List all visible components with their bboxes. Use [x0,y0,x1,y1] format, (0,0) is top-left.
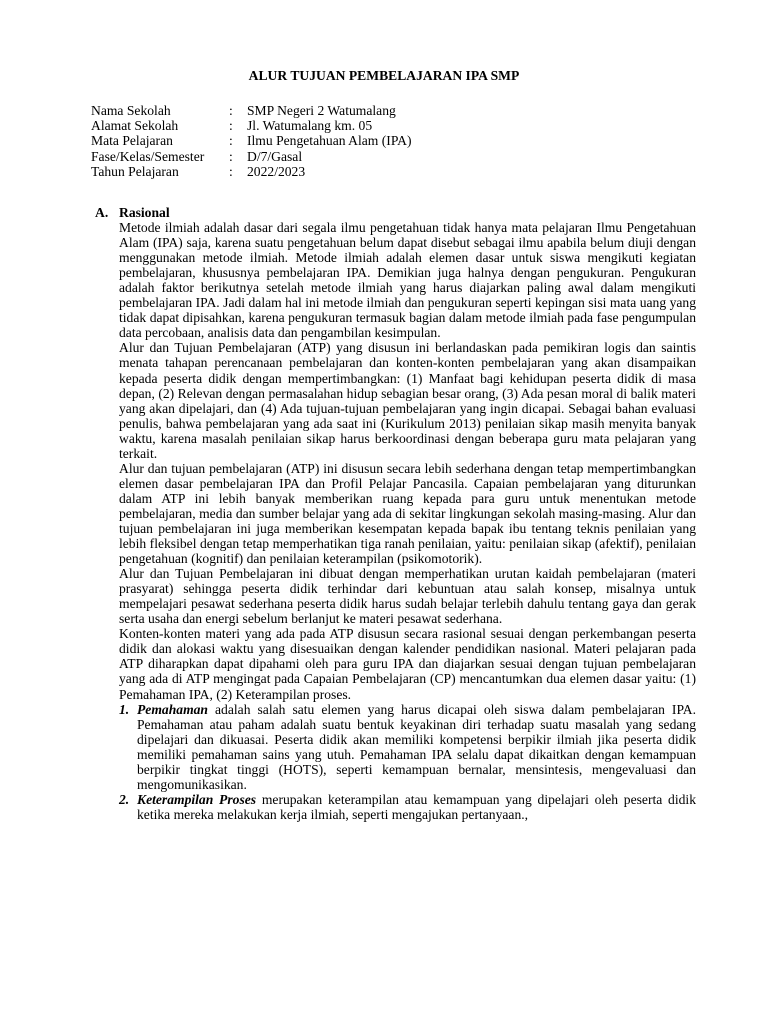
identity-label: Nama Sekolah [91,103,171,118]
paragraph-scientific-method: Metode ilmiah adalah dasar dari segala ilmu pengetahuan tidak hanya mata pelajaran Ilmu Pengetahuan Alam (IPA) saja, karena suatu pengetahuan belum dapat disebut sebagai ilmu apabila belum diuji dengan menggunakan metode ilmiah. Metode ilmiah adalah elemen dasar untuk siswa mengikuti kegiatan pembelajaran, khususnya pembelajaran IPA. Demikian juga halnya dengan pengukuran. Pengukuran adalah faktor berikutnya setelah metode ilmiah yang harus diajarkan paling awal dalam mengikuti pembelajaran IPA. Jadi dalam hal ini metode ilmiah dan pengukuran seperti kepingan sisi mata uang yang tidak dapat dipisahkan, karena pengukuran termasuk bagian dalam metode ilmiah pada fase pengumpulan data percobaan, analisis data dan pengambilan kesimpulan. [119,220,696,341]
identity-row-phase-class-semester [91,149,412,164]
identity-row-school-address [91,118,412,133]
identity-label: Mata Pelajaran [91,133,173,149]
list-item-pemahaman [119,702,696,792]
list-item-text: adalah salah satu elemen yang harus dicapai oleh siswa dalam pembelajaran IPA. Pemahaman atau paham adalah suatu bentuk keyakinan diri terhadap suatu masalah yang sedang dipelajari dan dikuasai. Peserta didik akan memiliki kompetensi berpikir ilmiah jika peserta didik memiliki pemahaman sains yang utuh. Pemahaman IPA selalu dapat dikaitkan dengan kemampuan berpikir tingkat tinggi (HOTS), seperti kemampuan bernalar, mensintesis, mengevaluasi dan mengomunikasikan. [137,701,696,792]
school-identity-table [91,103,412,179]
identity-value: 2022/2023 [247,163,306,179]
section-letter: A. [95,205,109,220]
section-rasional [95,205,696,822]
paragraph-atp-simplified: Alur dan tujuan pembelajaran (ATP) ini disusun secara lebih sederhana dengan tetap mempertimbangkan elemen dasar pembelajaran IPA dan Profil Pelajar Pancasila. Capaian pembelajaran yang diturunkan dalam ATP ini lebih banyak memberikan ruang kepada para guru untuk menentukan metode pembelajaran, media dan sumber belajar yang ada di sekitar lingkungan sekolah masing-masing. Alur dan tujuan pembelajaran ini juga memberikan kesempatan kepada bapak ibu tentang teknis penilaian yang lebih fleksibel dengan tetap memperhatikan tiga ranah penilaian, yaitu: penilaian sikap (afektif), penilaian pengetahuan (kognitif) dan penilaian keterampilan (psikomotorik). [119,460,696,567]
list-item-term: Keterampilan Proses [137,791,257,807]
paragraph-content-rational: Konten-konten materi yang ada pada ATP disusun secara rasional sesuai dengan perkembangan peserta didik dan alokasi waktu yang disesuaikan dengan kalender pendidikan nasional. Materi pelajaran pada ATP diharapkan dapat dipahami oleh para guru IPA dan diajarkan sesuai dengan tujuan pembelajaran yang ada di ATP mengingat pada Capaian Pembelajaran (CP) mencantumkan dua elemen dasar yaitu: (1) Pemahaman IPA, (2) Keterampilan proses. [119,626,696,702]
identity-label: Fase/Kelas/Semester [91,148,205,164]
identity-colon: : [229,148,233,164]
identity-row-subject [91,133,412,148]
identity-row-school-name [91,103,412,118]
identity-row-academic-year [91,164,412,179]
paragraph-atp-prerequisite: Alur dan Tujuan Pembelajaran ini dibuat dengan memperhatikan urutan kaidah pembelajaran (materi prasyarat) sehingga peserta didik terhindar dari kebuntuan atau salah konsep, misalnya untuk mempelajari pesawat sederhana peserta didik harus sudah belajar terlebih dahulu tentang gaya dan gerak serta usaha dan energi sebelum berlanjut ke materi pesawat sederhana. [119,566,696,627]
list-item-number: 1. [119,701,130,717]
identity-value: Ilmu Pengetahuan Alam (IPA) [247,133,412,149]
section-title: Rasional [119,205,170,220]
identity-label: Alamat Sekolah [91,118,179,134]
list-item-text: merupakan keterampilan atau kemampuan yang dipelajari oleh peserta didik ketika mereka melakukan kerja ilmiah, seperti mengajukan pertanyaan., [137,791,696,822]
identity-value: SMP Negeri 2 Watumalang [247,103,396,118]
identity-value: Jl. Watumalang km. 05 [247,118,373,134]
identity-colon: : [229,133,233,149]
paragraph-atp-basis: Alur dan Tujuan Pembelajaran (ATP) yang disusun ini berlandaskan pada pemikiran logis dan saintis menata tahapan perencanaan pembelajaran dan konten-konten pembelajaran yang akan disampaikan kepada peserta didik dengan mempertimbangkan: (1) Manfaat bagi kehidupan peserta didik di masa depan, (2) Relevan dengan permasalahan hidup sebagian besar orang, (3) Ada pesan moral di balik materi yang akan dipelajari, dan (4) Ada tujuan-tujuan pembelajaran yang ingin dicapai. Sebagai bahan evaluasi penulis, bahwa pembelajaran yang ada saat ini (Kurikulum 2013) penilaian sikap masih menyita banyak waktu, karena masalah penilaian sikap harus berkoordinasi dengan beberapa guru mata pelajaran yang terkait. [119,340,696,461]
identity-label: Tahun Pelajaran [91,163,179,179]
section-body [119,220,696,822]
identity-colon: : [229,118,233,134]
identity-value: D/7/Gasal [247,148,303,164]
identity-colon: : [229,103,233,118]
document-title: ALUR TUJUAN PEMBELAJARAN IPA SMP [248,68,520,83]
list-item-number: 2. [119,791,130,807]
list-item-term: Pemahaman [137,701,208,717]
section-heading [95,205,696,220]
identity-colon: : [229,163,233,179]
list-item-keterampilan-proses [119,792,696,822]
